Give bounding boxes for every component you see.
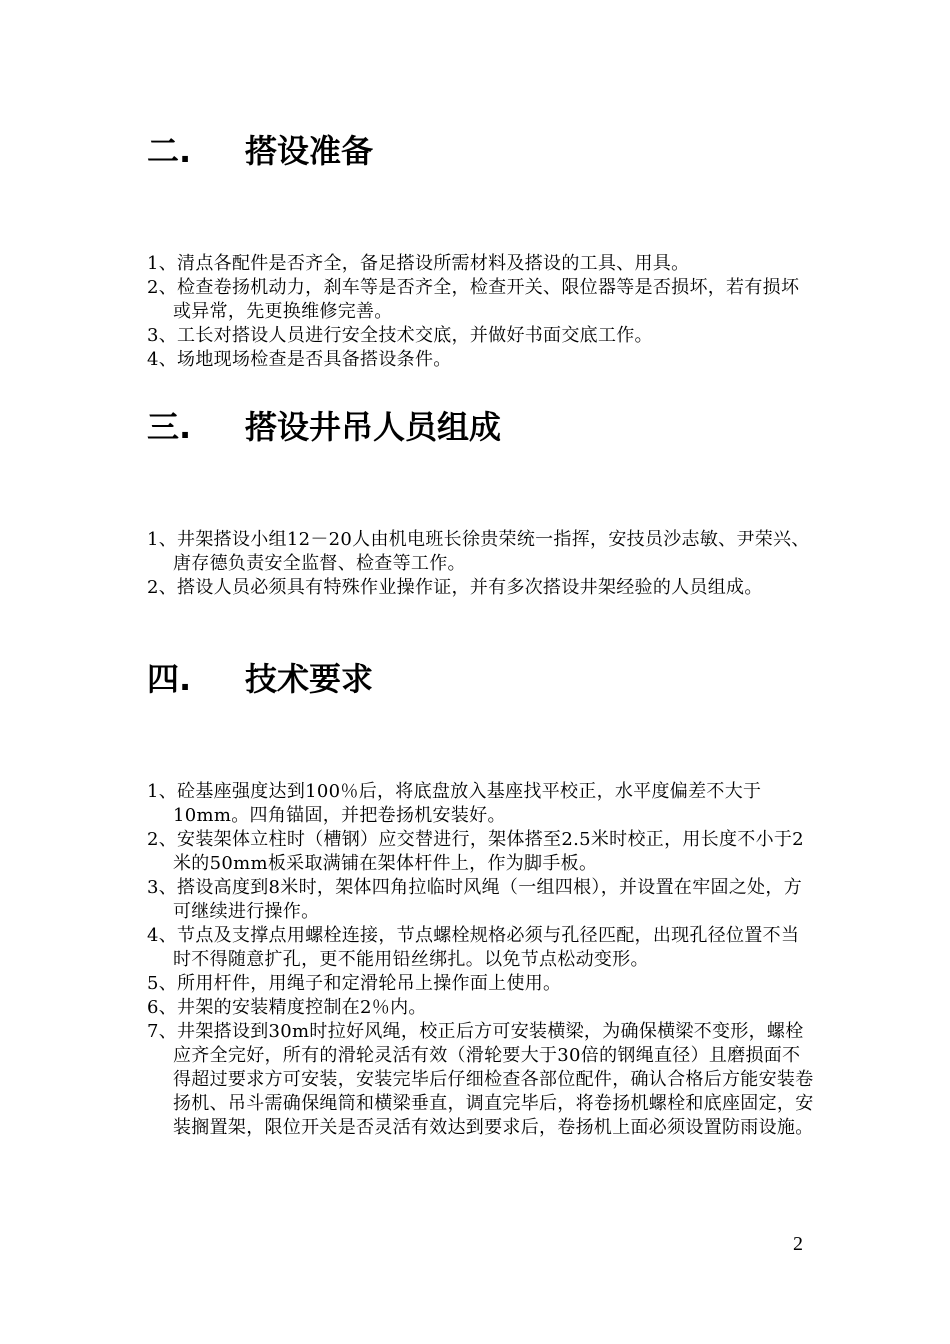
list-item: 4、场地现场检查是否具备搭设条件。 bbox=[147, 349, 452, 370]
list-item: 2、安装架体立柱时（槽钢）应交替进行，架体搭至2.5米时校正，用长度不小于2米的50mm板采取满铺在架体杆件上，作为脚手板。 bbox=[147, 829, 804, 874]
list-item: 2、搭设人员必须具有特殊作业操作证，并有多次搭设井架经验的人员组成。 bbox=[147, 577, 763, 598]
section-list bbox=[147, 780, 817, 1140]
section-title: 技术要求 bbox=[245, 660, 374, 698]
list-item: 3、搭设高度到8米时，架体四角拉临时风绳（一组四根），并设置在牢固之处，方可继续进行操作。 bbox=[147, 877, 803, 922]
list-item: 7、井架搭设到30m时拉好风绳，校正后方可安装横梁，为确保横梁不变形，螺栓应齐全完好，所有的滑轮灵活有效（滑轮要大于30倍的钢绳直径）且磨损面不得超过要求方可安装，安装完毕后仔细检查各部位配件，确认合格后方能安装卷扬机、吊斗需确保绳筒和横梁垂直，调直完毕后，将卷扬机螺栓和底座固定，安装搁置架，限位开关是否灵活有效达到要求后，卷扬机上面必须设置防雨设施。 bbox=[147, 1021, 814, 1138]
section-title: 搭设井吊人员组成 bbox=[245, 408, 502, 446]
section-title: 搭设准备 bbox=[245, 132, 374, 170]
section-heading bbox=[147, 659, 373, 699]
list-item: 3、工长对搭设人员进行安全技术交底，并做好书面交底工作。 bbox=[147, 325, 653, 346]
section-heading bbox=[147, 131, 373, 171]
section-number: 三. bbox=[147, 408, 192, 446]
list-item: 1、清点各配件是否齐全，备足搭设所需材料及搭设的工具、用具。 bbox=[147, 253, 690, 274]
list-item: 6、井架的安装精度控制在2％内。 bbox=[147, 997, 427, 1018]
list-item: 2、检查卷扬机动力，刹车等是否齐全，检查开关、限位器等是否损坏，若有损坏或异常，先更换维修完善。 bbox=[147, 277, 800, 322]
list-item: 5、所用杆件，用绳子和定滑轮吊上操作面上使用。 bbox=[147, 973, 562, 994]
list-item: 1、砼基座强度达到100％后，将底盘放入基座找平校正，水平度偏差不大于10mm。四角锚固，并把卷扬机安装好。 bbox=[147, 781, 762, 826]
section-list bbox=[147, 252, 817, 372]
section-list bbox=[147, 528, 817, 600]
page-number: 2 bbox=[793, 1233, 803, 1255]
section-number: 二. bbox=[147, 132, 192, 170]
section-number: 四. bbox=[147, 660, 192, 698]
section-heading bbox=[147, 407, 501, 447]
list-item: 4、节点及支撑点用螺栓连接，节点螺栓规格必须与孔径匹配，出现孔径位置不当时不得随意扩孔，更不能用铅丝绑扎。以免节点松动变形。 bbox=[147, 925, 800, 970]
list-item: 1、井架搭设小组12－20人由机电班长徐贵荣统一指挥，安技员沙志敏、尹荣兴、唐存德负责安全监督、检查等工作。 bbox=[147, 529, 810, 574]
